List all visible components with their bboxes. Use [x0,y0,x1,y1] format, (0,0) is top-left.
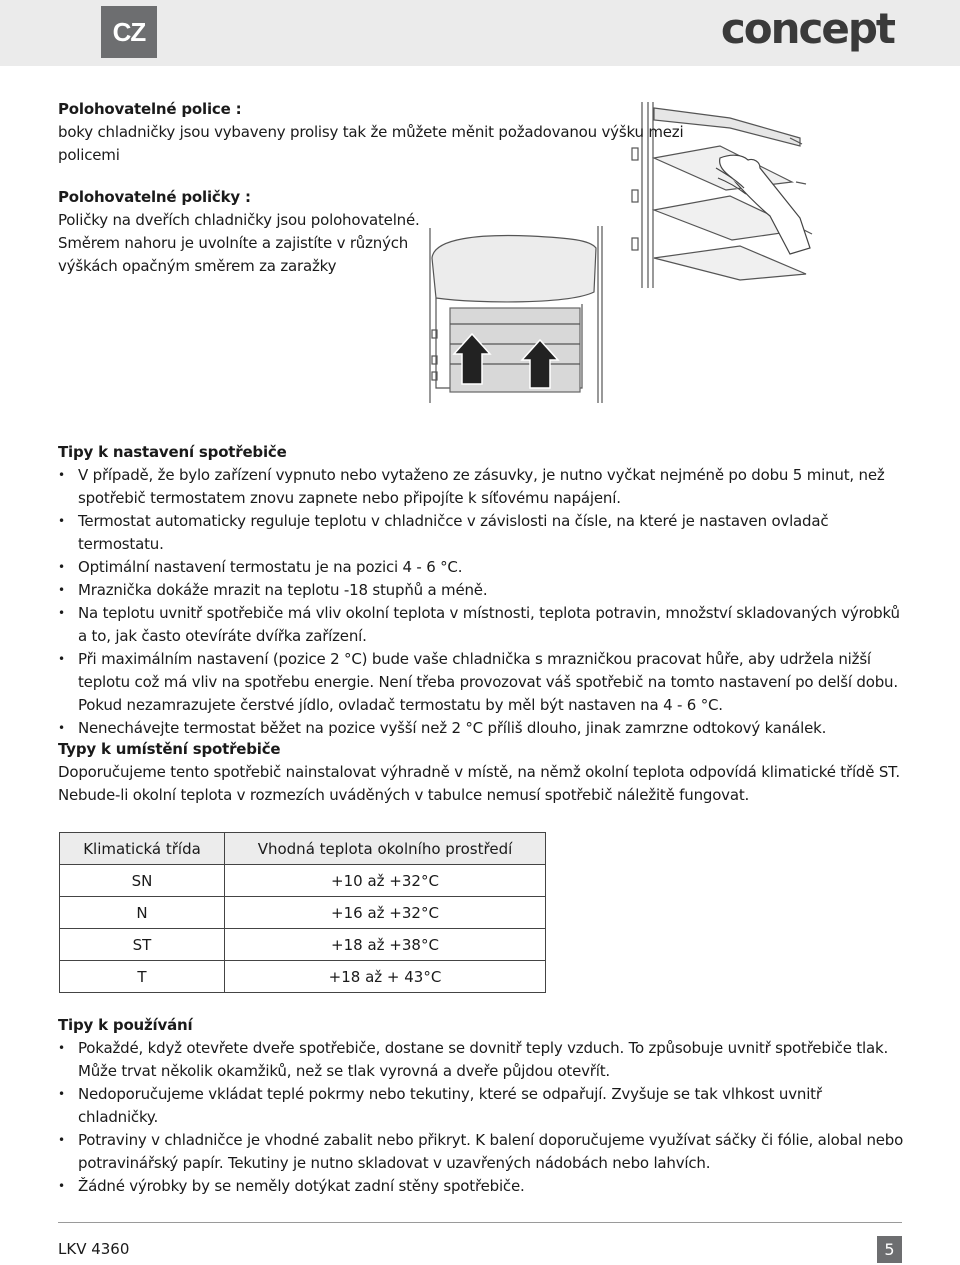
list-item: • V případě, že bylo zařízení vypnuto nebo vytaženo ze zásuvky, je nutno vyčkat nejméně po dobu 5 minut, než spotřebič termostatem znovu zapnete nebo připojíte k síťovému napájení. [58,464,906,510]
door-shelves-line1: Poličky na dveřích chladničky jsou polohovatelné. [58,211,420,229]
climate-class-table [59,832,546,993]
table-header-cell: Vhodná teplota okolního prostředí [225,833,546,865]
list-item: • Potraviny v chladničce je vhodné zabalit nebo přikryt. K balení doporučujeme využívat sáčky či fólie, alobal nebo potravinářský papír. Tekutiny je nutno skladovat v uzavřených nádobách nebo lahvích. [58,1129,906,1175]
list-item: • Optimální nastavení termostatu je na pozici 4 - 6 °C. [58,556,906,579]
table-cell: N [60,897,225,929]
usage-title: Tipy k používání [58,1016,193,1034]
shelves-title: Polohovatelné police : [58,100,242,118]
settings-title: Tipy k nastavení spotřebiče [58,443,287,461]
table-cell: +16 až +32°C [225,897,546,929]
placement-section [58,738,918,807]
list-item: • Nenechávejte termostat běžet na pozice vyšší než 2 °C příliš dlouho, jinak zamrzne odtokový kanálek. [58,717,906,740]
settings-list [58,464,906,740]
model-number: LKV 4360 [58,1240,130,1258]
placement-text2: Nebude-li okolní teplota v rozmezích uváděných v tabulce nemusí spotřebič náležitě fungovat. [58,786,750,804]
door-shelves-section [58,186,478,278]
placement-title: Typy k umístění spotřebiče [58,740,281,758]
shelves-section [58,98,708,167]
list-item: • Na teplotu uvnitř spotřebiče má vliv okolní teplota v místnosti, teplota potravin, množství skladovaných výrobků a to, jak často otevíráte dvířka zařízení. [58,602,906,648]
table-cell: +18 až +38°C [225,929,546,961]
settings-section [58,441,906,740]
usage-section [58,1014,906,1198]
table-header-cell: Klimatická třída [60,833,225,865]
footer-divider [58,1222,902,1223]
table-row [60,897,546,929]
table-cell: ST [60,929,225,961]
brand-logo: concept [720,4,894,53]
table-row [60,961,546,993]
list-item: • Pokaždé, když otevřete dveře spotřebiče, dostane se dovnitř teply vzduch. To způsobuje uvnitř spotřebiče tlak. Může trvat několik okamžiků, než se tlak vyrovná a dveře půjdou otevřít. [58,1037,906,1083]
table-row [60,929,546,961]
list-item: • Termostat automaticky reguluje teplotu v chladničce v závislosti na čísle, na které je nastaven ovladač termostatu. [58,510,906,556]
placement-text1: Doporučujeme tento spotřebič nainstalovat výhradně v místě, na němž okolní teplota odpovídá klimatické třídě ST. [58,763,900,781]
list-item: • Mraznička dokáže mrazit na teplotu -18 stupňů a méně. [58,579,906,602]
shelves-text: boky chladničky jsou vybaveny prolisy tak že můžete měnit požadovanou výšku mezi policemi [58,123,684,164]
page-number: 5 [877,1236,902,1263]
door-shelves-title: Polohovatelné poličky : [58,188,251,206]
table-cell: +10 až +32°C [225,865,546,897]
table-cell: SN [60,865,225,897]
table-cell: T [60,961,225,993]
table-cell: +18 až + 43°C [225,961,546,993]
table-header-row [60,833,546,865]
door-shelves-line3: výškách opačným směrem za zaražky [58,257,337,275]
language-badge: CZ [101,6,157,58]
list-item: • Při maximálním nastavení (pozice 2 °C) bude vaše chladnička s mrazničkou pracovat hůře, aby udržela nižší teplotu což má vliv na spotřebu energie. Není třeba provozovat váš spotřebič na tomto nastavení po delší dobu. Pokud nezamrazujete čerstvé jídlo, ovladač termostatu by měl být nastaven na 4 - 6 °C. [58,648,906,717]
usage-list [58,1037,906,1198]
door-shelves-line2: Směrem nahoru je uvolníte a zajistíte v různých [58,234,409,252]
table-row [60,865,546,897]
list-item: • Nedoporučujeme vkládat teplé pokrmy nebo tekutiny, které se odpařují. Zvyšuje se tak vlhkost uvnitř chladničky. [58,1083,906,1129]
list-item: • Žádné výrobky by se neměly dotýkat zadní stěny spotřebiče. [58,1175,906,1198]
